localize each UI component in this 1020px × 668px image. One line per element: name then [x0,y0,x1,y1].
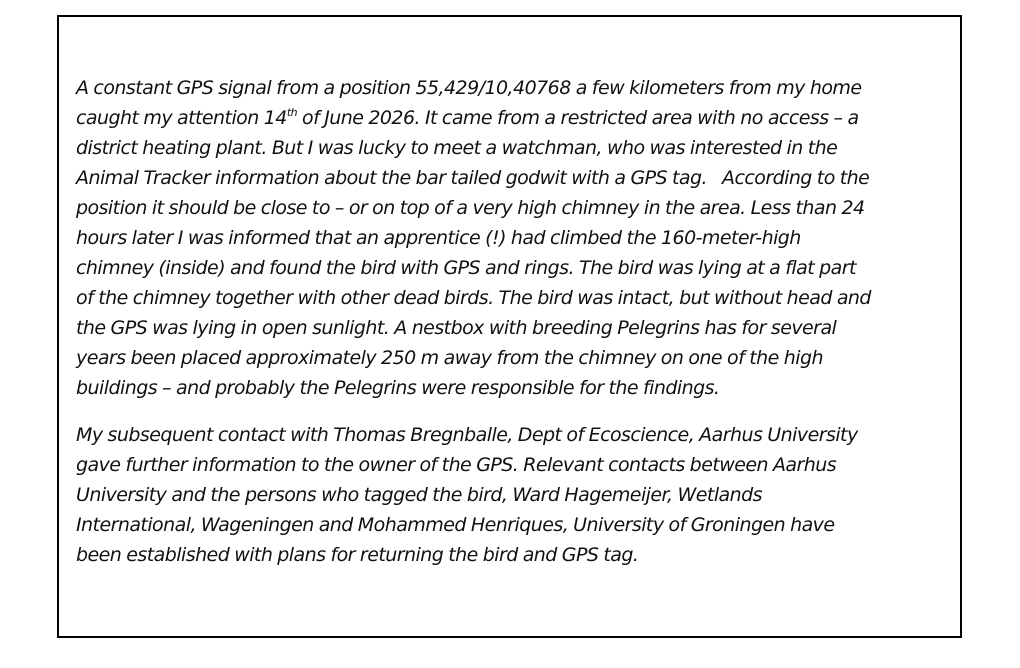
paragraph-2 [76,420,956,570]
text-fragment: caught my attention 14 [76,107,287,129]
ordinal-superscript: th [286,105,297,119]
text-line: the GPS was lying in open sunlight. A nestbox with breeding Pelegrins has for several [76,317,837,339]
text-line: chimney (inside) and found the bird with GPS and rings. The bird was lying at a flat part [76,257,856,279]
text-line [76,103,956,133]
text-line: buildings – and probably the Pelegrins were responsible for the findings. [76,377,720,399]
text-line: of the chimney together with other dead birds. The bird was intact, but without head and [76,287,871,309]
text-line: gave further information to the owner of the GPS. Relevant contacts between Aarhus [76,454,837,476]
document-text [76,73,956,570]
text-line: hours later I was informed that an apprentice (!) had climbed the 160-meter-high [76,227,801,249]
text-line: district heating plant. But I was lucky to meet a watchman, who was interested in the [76,137,838,159]
document-frame [57,15,962,638]
text-line: years been placed approximately 250 m away from the chimney on one of the high [76,347,823,369]
text-line: Animal Tracker information about the bar tailed godwit with a GPS tag. According to the [76,167,870,189]
text-line: International, Wageningen and Mohammed Henriques, University of Groningen have [76,514,835,536]
text-line: been established with plans for returning the bird and GPS tag. [76,544,639,566]
text-line: My subsequent contact with Thomas Bregnballe, Dept of Ecoscience, Aarhus University [76,424,858,446]
text-line: position it should be close to – or on top of a very high chimney in the area. Less than 24 [76,197,865,219]
paragraph-1 [76,73,956,403]
text-fragment: of June 2026. It came from a restricted area with no access – a [297,107,859,129]
text-line: University and the persons who tagged the bird, Ward Hagemeijer, Wetlands [76,484,762,506]
text-line: A constant GPS signal from a position 55,429/10,40768 a few kilometers from my home [76,77,862,99]
